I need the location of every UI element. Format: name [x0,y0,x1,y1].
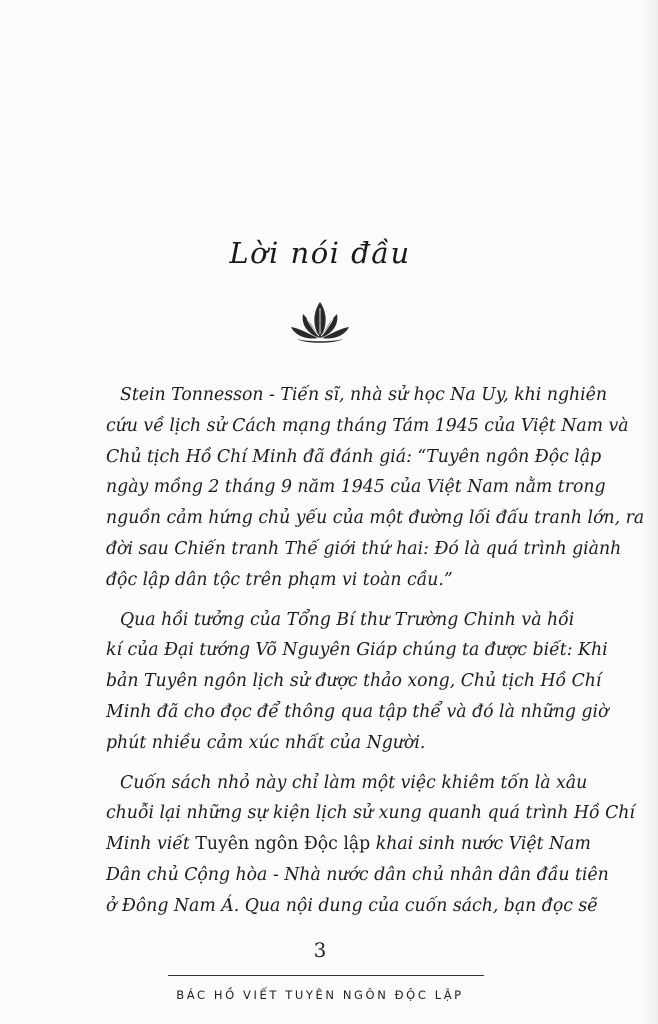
paragraph-1 [106,380,645,596]
text-line: nguồn cảm hứng chủ yếu của một đường lối đấu tranh lớn, ra [106,508,645,529]
text-line: Qua hồi tưởng của Tổng Bí thư Trường Chinh và hồi [120,609,575,630]
running-footer-title: BÁC HỒ VIẾT TUYÊN NGÔN ĐỘC LẬP [176,988,464,1002]
text-line: cứu về lịch sử Cách mạng tháng Tám 1945 của Việt Nam và [106,415,629,436]
paragraph-3 [106,768,635,922]
text-line: phút nhiều cảm xúc nhất của Người. [106,732,426,753]
text-fragment: Minh viết [106,834,196,855]
lotus-icon [285,300,355,344]
page-edge-shadow [644,0,658,1024]
text-line: Stein Tonnesson - Tiến sĩ, nhà sử học Na Uy, khi nghiên [120,385,608,405]
chapter-title: Lời nói đầu [229,236,411,270]
text-line [106,829,591,860]
text-line: độc lập dân tộc trên phạm vi toàn cầu.” [106,569,453,590]
preface-body [106,380,645,931]
text-fragment: khai sinh nước Việt Nam [370,834,591,855]
text-line: chuỗi lại những sự kiện lịch sử xung quanh quá trình Hồ Chí [106,803,635,824]
text-line: Chủ tịch Hồ Chí Minh đã đánh giá: “Tuyên ngôn Độc lập [106,446,602,467]
footer-divider [168,975,484,976]
text-line: Minh đã cho đọc để thông qua tập thể và đó là những giờ [106,701,609,722]
text-line: Cuốn sách nhỏ này chỉ làm một việc khiêm tốn là xâu [120,772,588,793]
text-line: ở Đông Nam Á. Qua nội dung của cuốn sách, bạn đọc sẽ [106,895,598,916]
paragraph-2 [106,605,609,759]
text-line: ngày mồng 2 tháng 9 năm 1945 của Việt Nam nằm trong [106,477,606,498]
declaration-title-roman: Tuyên ngôn Độc lập [195,834,371,855]
text-line: bản Tuyên ngôn lịch sử được thảo xong, Chủ tịch Hồ Chí [106,671,602,692]
text-line: Dân chủ Cộng hòa - Nhà nước dân chủ nhân dân đầu tiên [106,864,609,885]
text-line: đời sau Chiến tranh Thế giới thứ hai: Đó là quá trình giành [106,538,622,559]
text-line: kí của Đại tướng Võ Nguyên Giáp chúng ta được biết: Khi [106,640,608,661]
page-number: 3 [313,938,327,962]
